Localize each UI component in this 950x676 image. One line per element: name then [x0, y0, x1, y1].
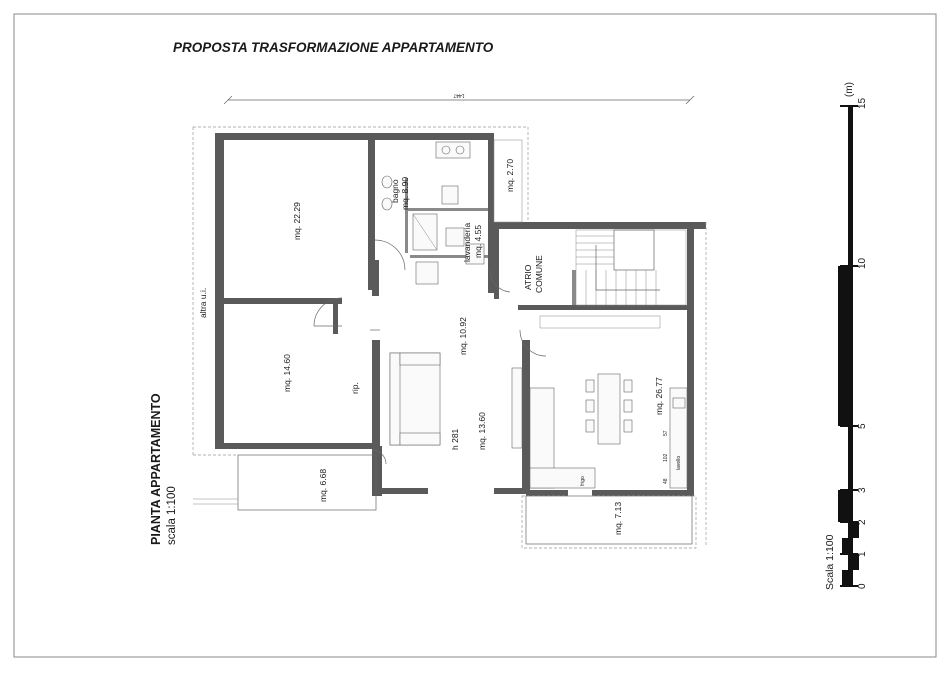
scale-bar-caption: Scala 1:100 — [824, 534, 836, 590]
room-bagno-name: bagno — [390, 179, 400, 203]
room-terrazzo-sud-area: mq. 7.13 — [613, 501, 623, 535]
room-lavanderia-area: mq. 4.55 — [473, 224, 483, 258]
scale-bar-segment — [838, 266, 848, 426]
room-atrio-label-1: ATRIO — [523, 264, 533, 290]
plan-scale: scala 1:100 — [166, 486, 178, 545]
room-soggiorno-area: mq. 13.60 — [477, 412, 487, 450]
scale-bar-checker-block — [842, 570, 848, 586]
room-bagno-area: mq. 8.90 — [400, 176, 410, 210]
top-dimension-line — [224, 92, 694, 104]
fixtures — [382, 142, 687, 488]
scale-bar-tick — [840, 553, 858, 555]
fixture-frigo-label: frigo — [580, 476, 586, 486]
room-camera-1-area: mq. 22.29 — [292, 202, 302, 240]
room-camera-2-area: mq. 14.60 — [282, 354, 292, 392]
staircase — [576, 230, 686, 305]
scale-bar-rail — [848, 106, 853, 586]
top-dimension-value: 1447 — [453, 92, 465, 98]
room-lavanderia-name: lavanderia — [462, 222, 472, 262]
room-ripostiglio-label: rip. — [350, 382, 360, 394]
scale-bar-unit: (m) — [844, 82, 855, 97]
room-disimpegno-area: mq. 10.92 — [458, 317, 468, 355]
room-terrazzo-ovest-area: mq. 6.68 — [318, 468, 328, 502]
scale-bar-tick-label: 3 — [857, 487, 868, 493]
plan-title: PIANTA APPARTAMENTO — [149, 393, 163, 545]
scale-bar-segment — [838, 490, 848, 522]
scale-bar-tick-label: 15 — [857, 97, 868, 109]
scale-bar-tick-label: 5 — [857, 423, 868, 429]
cabinet-dimension-2: 102 — [663, 453, 669, 462]
room-cucina-area: mq. 26.77 — [654, 377, 664, 415]
scale-bar-tick-label: 2 — [857, 519, 868, 525]
scale-bar — [824, 82, 868, 590]
cabinet-sink-label: lavello — [676, 455, 682, 470]
scale-bar-tick — [840, 105, 858, 107]
scale-bar-checker-block — [842, 538, 848, 554]
room-atrio-label-2: COMUNE — [534, 255, 544, 293]
room-balcone-nord-area: mq. 2.70 — [505, 158, 515, 192]
scale-bar-tick-label: 1 — [857, 551, 868, 557]
walls — [215, 133, 706, 496]
cabinet-dimension-3: 48 — [663, 478, 669, 484]
plan-side-title — [149, 393, 178, 545]
room-labels — [198, 159, 682, 535]
room-ceiling-height: h 281 — [450, 428, 460, 450]
cabinet-dimension-1: 57 — [663, 430, 669, 436]
scale-bar-tick-label: 10 — [857, 257, 868, 269]
scale-bar-tick — [840, 585, 858, 587]
sheet-border — [14, 14, 936, 657]
neighbor-unit-label: altra u.i. — [198, 287, 208, 318]
scale-bar-tick-label: 0 — [857, 583, 868, 589]
sheet-title: PROPOSTA TRASFORMAZIONE APPARTAMENTO — [173, 40, 494, 55]
